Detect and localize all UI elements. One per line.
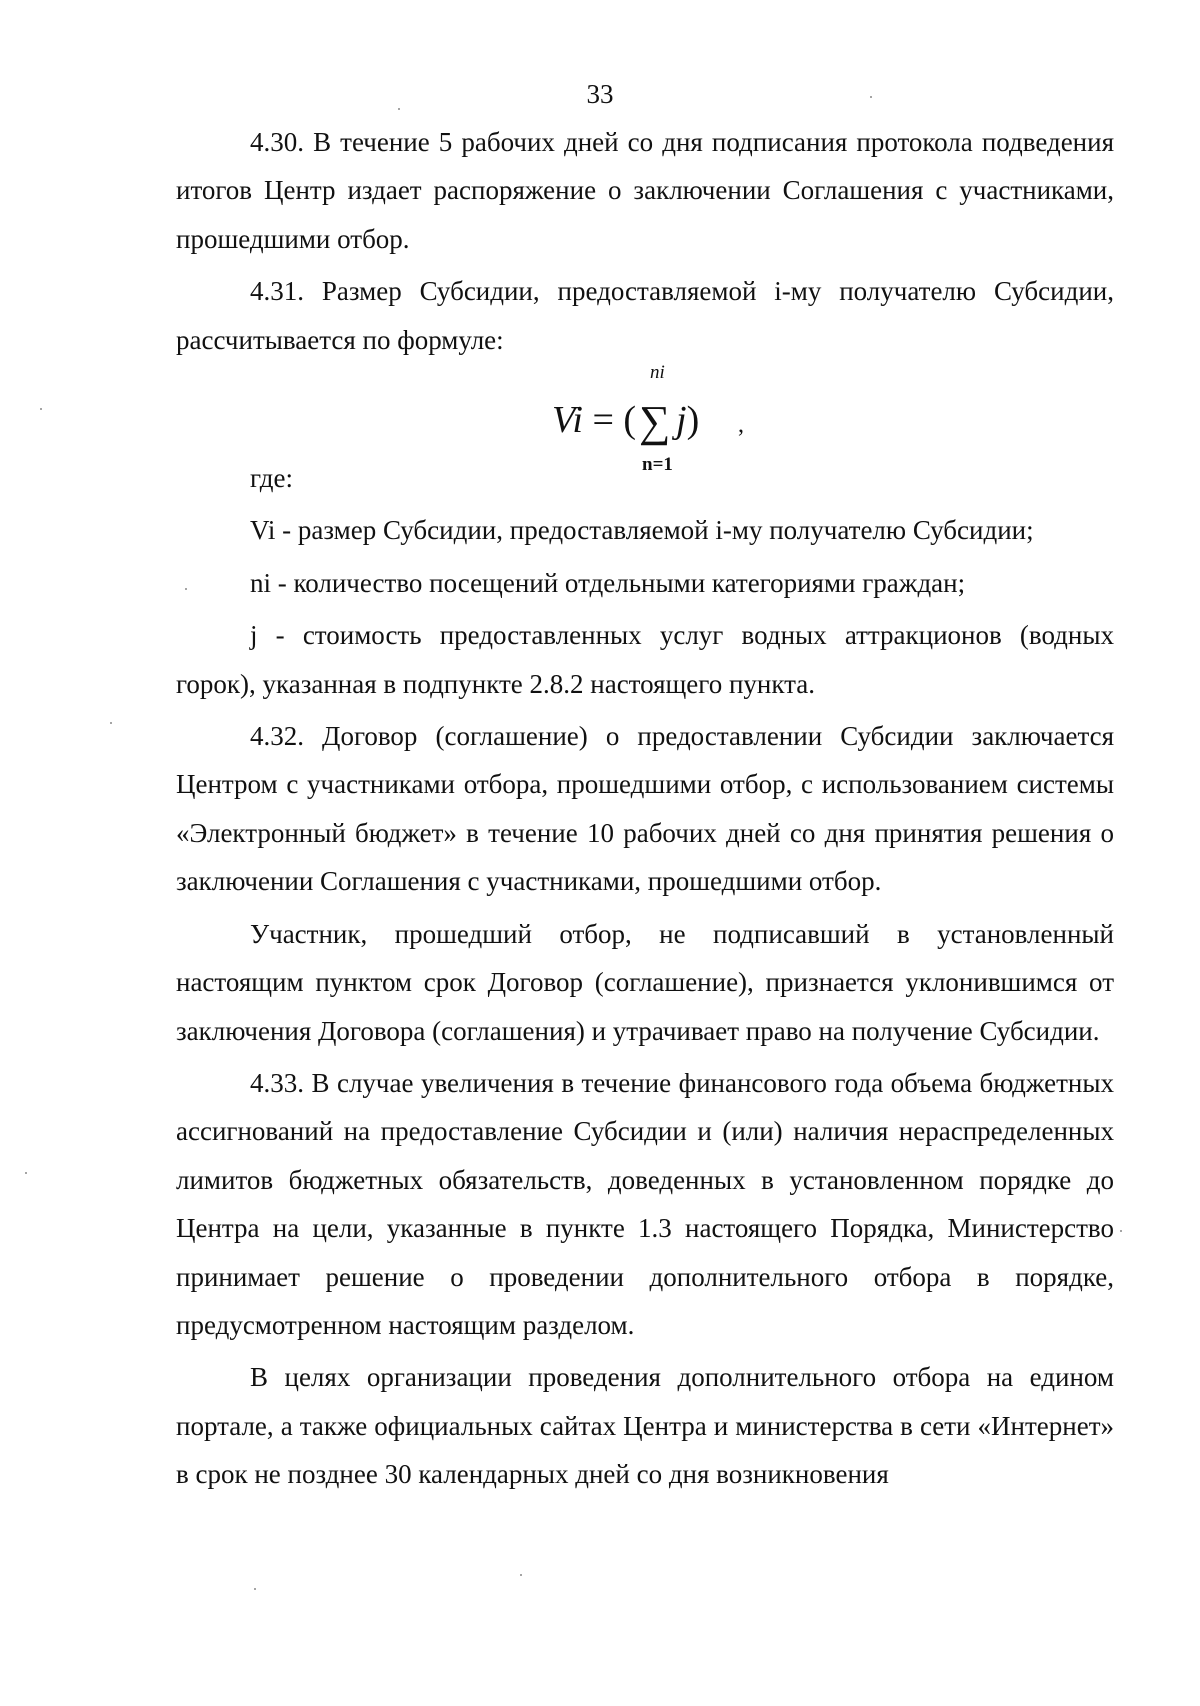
scan-speck <box>25 1172 27 1174</box>
scan-speck <box>520 1574 522 1576</box>
scan-speck <box>110 722 112 724</box>
scan-speck <box>254 1588 256 1590</box>
definition-vi: Vi - размер Субсидии, предоставляемой i-му получателю Субсидии; <box>250 515 1034 546</box>
formula-lhs: Vi <box>552 399 583 442</box>
formula-equals: = ( <box>582 399 637 442</box>
scan-speck <box>185 588 187 590</box>
formula-close: ) <box>686 399 700 442</box>
scan-speck <box>398 108 400 110</box>
paragraph-4-32: 4.32. Договор (соглашение) о предоставлении Субсидии заключается Центром с участниками отбора, прошедшими отбор, с использованием системы «Электронный бюджет» в течение 10 рабочих дней со дня принятия решения о заключении Соглашения с участниками, прошедшими отбор. <box>176 721 1114 897</box>
scan-speck <box>870 96 872 98</box>
subsidy-formula <box>176 362 1114 498</box>
scan-speck <box>40 408 42 410</box>
paragraph-4-33: 4.33. В случае увеличения в течение финансового года объема бюджетных ассигнований на предоставление Субсидии и (или) наличия нераспределенных лимитов бюджетных обязательств, доведенных в установленном порядке до Центра на цели, указанные в пункте 1.3 настоящего Порядка, Министерство принимает решение о проведении дополнительного отбора в порядке, предусмотренном настоящим разделом. <box>176 1067 1114 1340</box>
sum-symbol: ∑ <box>639 397 671 447</box>
formula-lower-limit: n=1 <box>642 454 673 476</box>
formula-upper-limit: ni <box>650 362 665 384</box>
formula-comma: , <box>738 412 744 439</box>
page-number: 33 <box>586 79 614 109</box>
definition-ni: ni - количество посещений отдельными категориями граждан; <box>250 567 966 598</box>
paragraph-additional-selection: В целях организации проведения дополнительного отбора на едином портале, а также официальных сайтах Центра и министерства в сети «Интернет» в срок не позднее 30 календарных дней со дня возникновения <box>176 1362 1114 1490</box>
formula-term: j <box>676 399 687 442</box>
paragraph-participant: Участник, прошедший отбор, не подписавший в установленный настоящим пунктом срок Договор (соглашение), признается уклонившимся от заключения Договора (соглашения) и утрачивает право на получение Субсидии. <box>176 918 1114 1046</box>
where-label: где: <box>250 463 293 494</box>
scan-speck <box>1120 1230 1122 1232</box>
document-body <box>176 118 1114 1499</box>
paragraph-4-31: 4.31. Размер Субсидии, предоставляемой i-му получателю Субсидии, рассчитывается по формуле: <box>176 276 1114 355</box>
formula-expression <box>552 390 699 450</box>
paragraph-4-30: 4.30. В течение 5 рабочих дней со дня подписания протокола подведения итогов Центр издает распоряжение о заключении Соглашения с участниками, прошедшими отбор. <box>176 127 1114 254</box>
definition-j: j - стоимость предоставленных услуг водных аттракционов (водных горок), указанная в подпункте 2.8.2 настоящего пункта. <box>176 620 1114 699</box>
